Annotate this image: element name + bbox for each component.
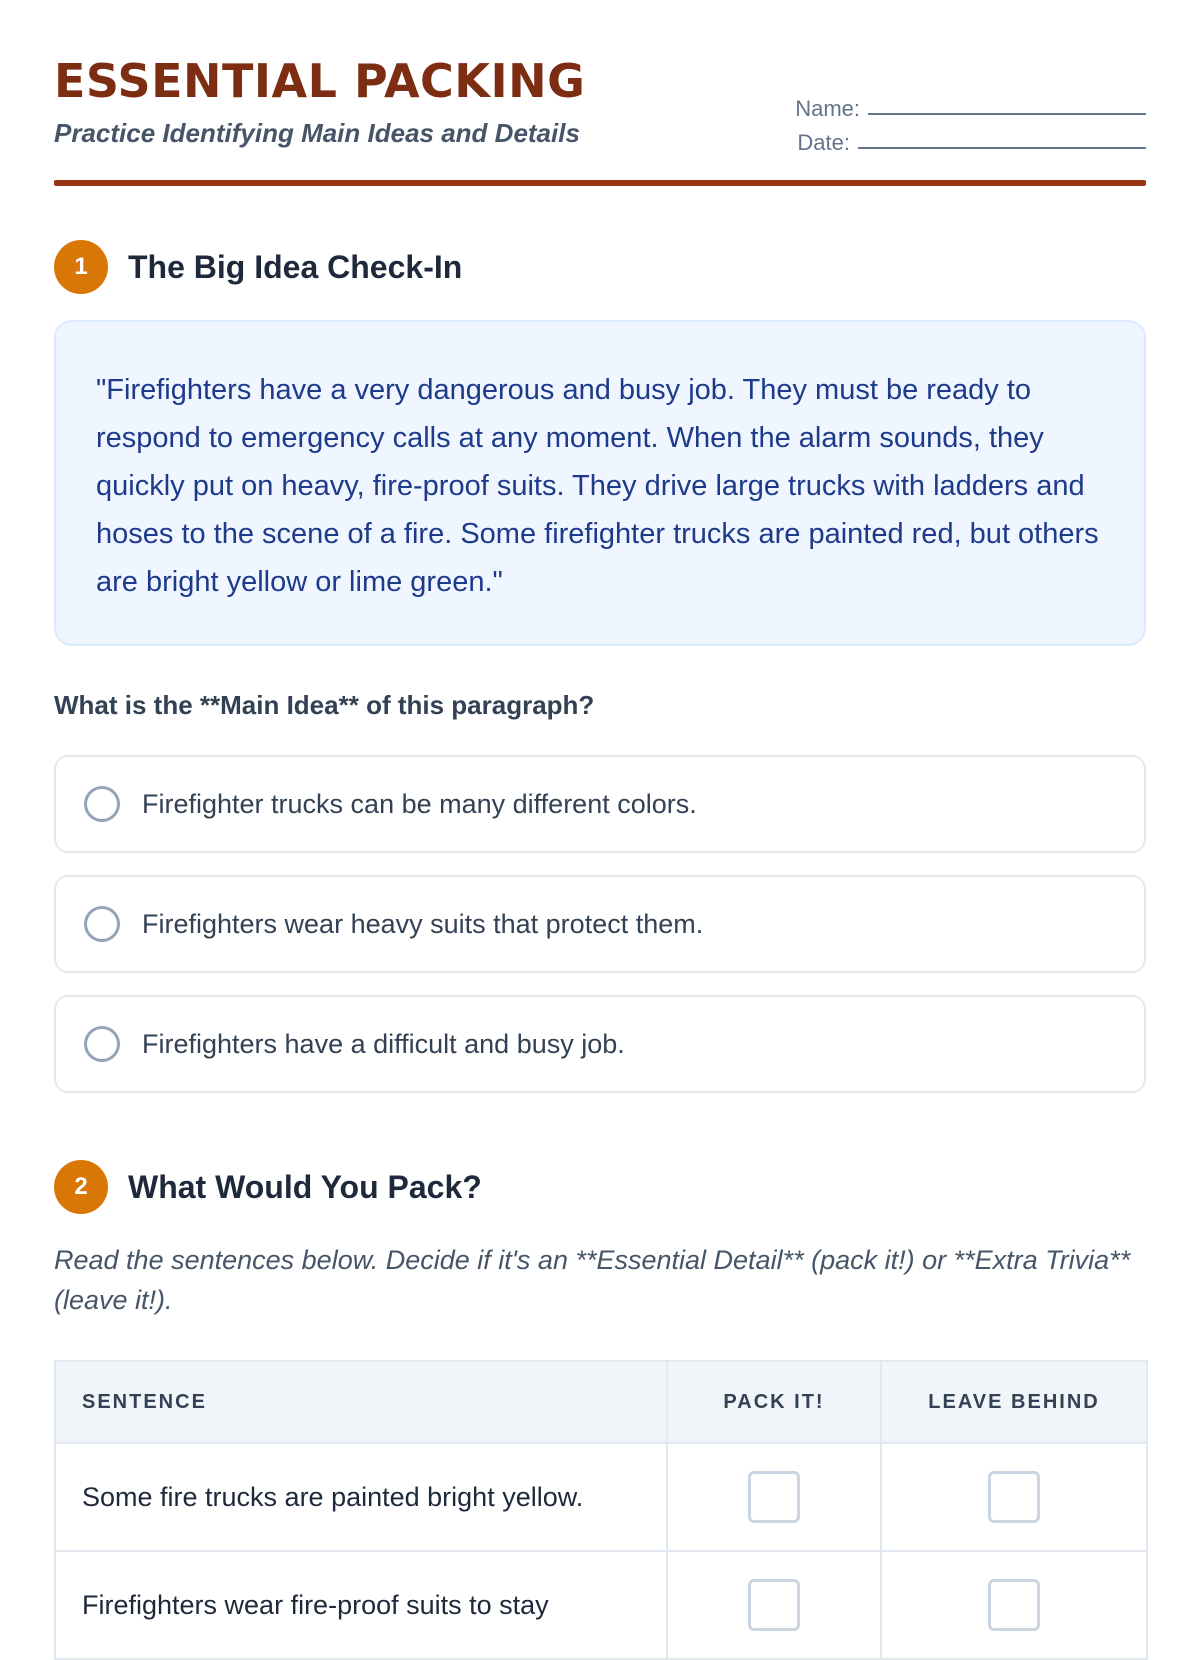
name-line[interactable] xyxy=(868,113,1146,115)
option-label: Firefighters have a difficult and busy job. xyxy=(142,1028,625,1059)
sorting-table-container xyxy=(54,1360,1146,1620)
pack-checkbox[interactable] xyxy=(748,1471,800,1523)
section-number-badge: 2 xyxy=(54,1160,108,1214)
name-field[interactable] xyxy=(786,88,1146,122)
section-2-heading xyxy=(54,1160,482,1214)
table-row xyxy=(55,1443,1147,1551)
section-1-heading xyxy=(54,240,462,294)
date-line[interactable] xyxy=(858,147,1146,149)
leave-cell xyxy=(881,1551,1147,1659)
pack-cell xyxy=(667,1443,881,1551)
radio-button[interactable] xyxy=(84,906,120,942)
option-label: Firefighter trucks can be many different colors. xyxy=(142,788,697,819)
radio-button[interactable] xyxy=(84,786,120,822)
column-header-leave: LEAVE BEHIND xyxy=(881,1361,1147,1443)
sorting-table xyxy=(54,1360,1148,1660)
question-prompt: What is the **Main Idea** of this paragraph? xyxy=(54,690,595,720)
leave-checkbox[interactable] xyxy=(988,1471,1040,1523)
option-label: Firefighters wear heavy suits that protect them. xyxy=(142,908,704,939)
section-title: The Big Idea Check-In xyxy=(128,248,463,285)
sentence-cell: Some fire trucks are painted bright yellow. xyxy=(55,1443,667,1551)
answer-option[interactable] xyxy=(54,875,1146,973)
column-header-sentence: SENTENCE xyxy=(55,1361,667,1443)
radio-button[interactable] xyxy=(84,1026,120,1062)
table-row xyxy=(55,1551,1147,1659)
date-label: Date: xyxy=(797,130,850,155)
pack-cell xyxy=(667,1551,881,1659)
table-header-row xyxy=(55,1361,1147,1443)
answer-option[interactable] xyxy=(54,755,1146,853)
worksheet-title: ESSENTIAL PACKING xyxy=(54,54,586,108)
name-label: Name: xyxy=(795,96,860,121)
column-header-pack: PACK IT! xyxy=(667,1361,881,1443)
worksheet-subtitle: Practice Identifying Main Ideas and Details xyxy=(54,118,580,148)
section-title: What Would You Pack? xyxy=(128,1168,482,1205)
section-number-badge: 1 xyxy=(54,240,108,294)
answer-option[interactable] xyxy=(54,995,1146,1093)
passage-text: "Firefighters have a very dangerous and busy job. They must be ready to respond to emergency calls at any moment. When the alarm sounds, they quickly put on heavy, fire-proof suits. They drive large trucks with ladders and hoses to the scene of a fire. Some firefighter trucks are painted red, but others are bright yellow or lime green." xyxy=(96,374,1099,598)
student-info xyxy=(786,88,1146,156)
instructions-text: Read the sentences below. Decide if it's an **Essential Detail** (pack it!) or **Extra Trivia** (leave it!). xyxy=(54,1245,1131,1315)
worksheet-header xyxy=(54,52,1146,188)
reading-passage xyxy=(54,320,1146,646)
pack-checkbox[interactable] xyxy=(748,1579,800,1631)
leave-checkbox[interactable] xyxy=(988,1579,1040,1631)
leave-cell xyxy=(881,1443,1147,1551)
sentence-cell: Firefighters wear fire-proof suits to stay xyxy=(55,1551,667,1659)
date-field[interactable] xyxy=(786,122,1146,156)
header-divider xyxy=(54,180,1146,186)
